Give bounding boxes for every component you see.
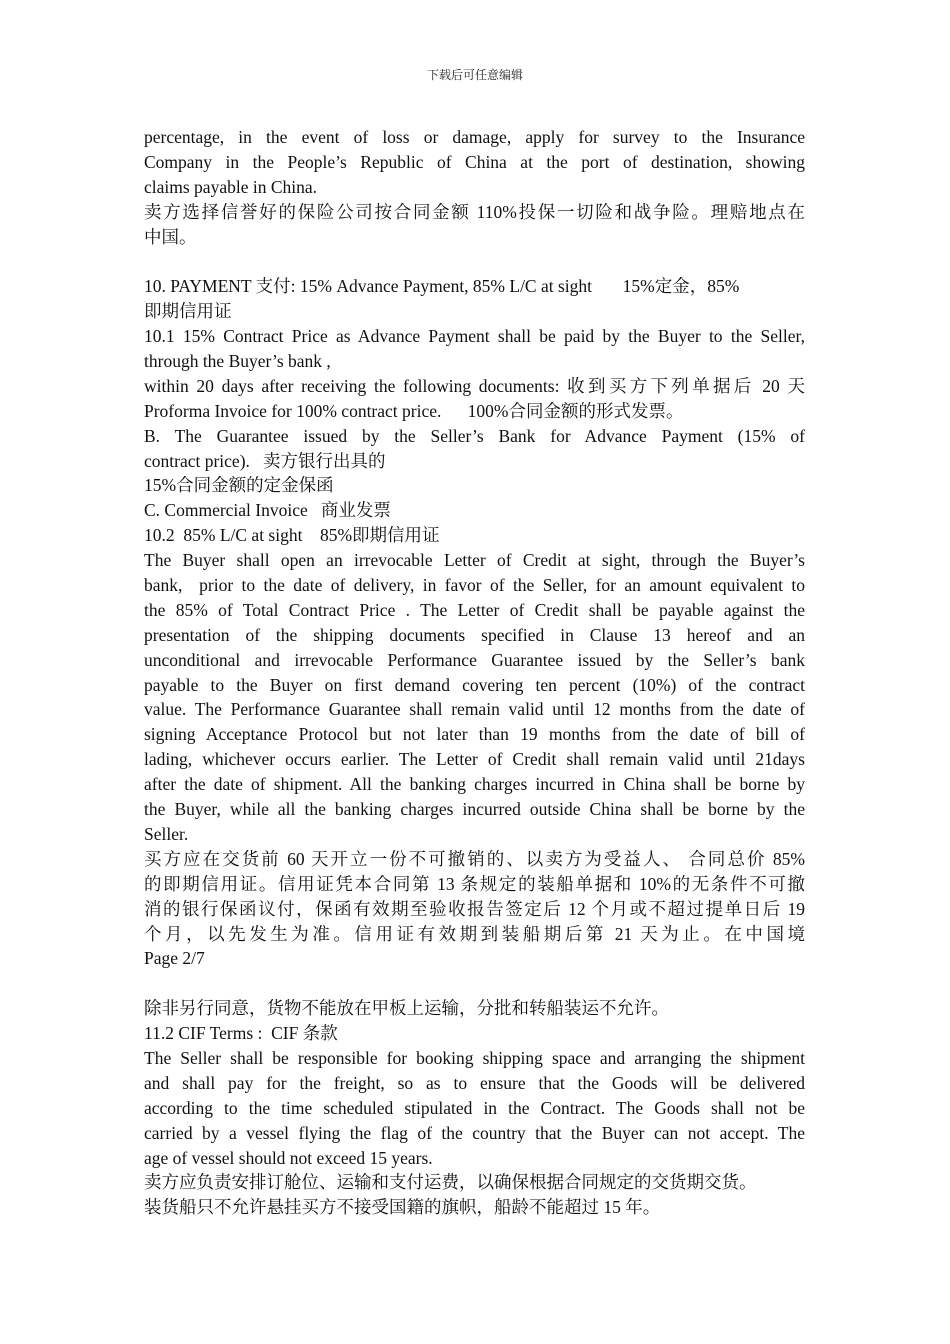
- text-line: 10. PAYMENT 支付: 15% Advance Payment, 85% L/C at sight 15%定金，85%: [144, 276, 740, 297]
- blank-line: [144, 971, 805, 996]
- text-line: claims payable in China.: [144, 176, 318, 197]
- text-line: according to the time scheduled stipulated in the Contract. The Goods shall not be: [144, 1097, 805, 1118]
- text-line: Company in the People’s Republic of China at the port of destination, showing: [144, 151, 805, 172]
- text-line: contract price). 卖方银行出具的: [144, 450, 386, 471]
- text-line: The Buyer shall open an irrevocable Letter of Credit at sight, through the Buyer’s: [144, 550, 805, 571]
- text-line: the 85% of Total Contract Price . The Letter of Credit shall be payable against the: [144, 599, 805, 620]
- text-line: presentation of the shipping documents specified in Clause 13 hereof and an: [144, 624, 805, 645]
- text-line: 卖方应负责安排订舱位、运输和支付运费，以确保根据合同规定的交货期交货。: [144, 1172, 757, 1193]
- text-line: percentage, in the event of loss or damage, apply for survey to the Insurance: [144, 127, 805, 147]
- blank-line: [144, 249, 805, 274]
- text-line: The Seller shall be responsible for booking shipping space and arranging the shipment: [144, 1047, 805, 1068]
- text-line: within 20 days after receiving the following documents: 收到买方下列单据后 20 天: [144, 375, 805, 396]
- text-line: lading, whichever occurs earlier. The Letter of Credit shall remain valid until 21days: [144, 749, 805, 770]
- text-line: 除非另行同意，货物不能放在甲板上运输，分批和转船装运不允许。: [144, 998, 669, 1019]
- text-line: Page 2/7: [144, 948, 205, 969]
- text-line: C. Commercial Invoice 商业发票: [144, 500, 391, 521]
- text-line: 即期信用证: [144, 301, 232, 322]
- text-line: 消的银行保函议付，保函有效期至验收报告签定后 12 个月或不超过提单日后 19: [144, 898, 805, 919]
- text-line: 买方应在交货前 60 天开立一份不可撤销的、以卖方为受益人、 合同总价 85%: [144, 848, 805, 869]
- text-line: B. The Guarantee issued by the Seller’s Bank for Advance Payment (15% of: [144, 425, 805, 446]
- text-line: Proforma Invoice for 100% contract price. 100%合同金额的形式发票。: [144, 400, 684, 421]
- text-line: 中国。: [144, 226, 197, 247]
- text-line: 10.1 15% Contract Price as Advance Payment shall be paid by the Buyer to the Seller,: [144, 326, 805, 347]
- text-line: 个月，以先发生为准。信用证有效期到装船期后第 21 天为止。在中国境: [144, 923, 805, 944]
- text-line: carried by a vessel flying the flag of the country that the Buyer can not accept. The: [144, 1122, 805, 1143]
- page-header: 下载后可任意编辑: [426, 68, 523, 82]
- text-line: the Buyer, while all the banking charges incurred outside China shall be borne by the: [144, 799, 805, 820]
- text-line: value. The Performance Guarantee shall remain valid until 12 months from the date of: [144, 699, 805, 720]
- text-line: unconditional and irrevocable Performance Guarantee issued by the Seller’s bank: [144, 649, 805, 670]
- text-line: through the Buyer’s bank ,: [144, 351, 331, 372]
- text-line: after the date of shipment. All the banking charges incurred in China shall be borne by: [144, 774, 805, 795]
- text-line: bank, prior to the date of delivery, in favor of the Seller, for an amount equivalent to: [144, 575, 805, 596]
- text-line: 卖方选择信誉好的保险公司按合同金额 110%投保一切险和战争险。理赔地点在: [144, 201, 805, 222]
- document-body: [144, 125, 805, 1220]
- text-line: 11.2 CIF Terms : CIF 条款: [144, 1023, 338, 1044]
- text-line: signing Acceptance Protocol but not later than 19 months from the date of bill of: [144, 724, 805, 745]
- text-line: 的即期信用证。信用证凭本合同第 13 条规定的装船单据和 10%的无条件不可撤: [144, 873, 805, 894]
- text-line: age of vessel should not exceed 15 years.: [144, 1147, 433, 1168]
- text-line: payable to the Buyer on first demand covering ten percent (10%) of the contract: [144, 674, 805, 695]
- text-line: and shall pay for the freight, so as to ensure that the Goods will be delivered: [144, 1072, 805, 1093]
- text-line: 装货船只不允许悬挂买方不接受国籍的旗帜，船龄不能超过 15 年。: [144, 1197, 661, 1218]
- text-line: 10.2 85% L/C at sight 85%即期信用证: [144, 525, 440, 546]
- text-line: Seller.: [144, 823, 189, 844]
- text-line: 15%合同金额的定金保函: [144, 475, 334, 496]
